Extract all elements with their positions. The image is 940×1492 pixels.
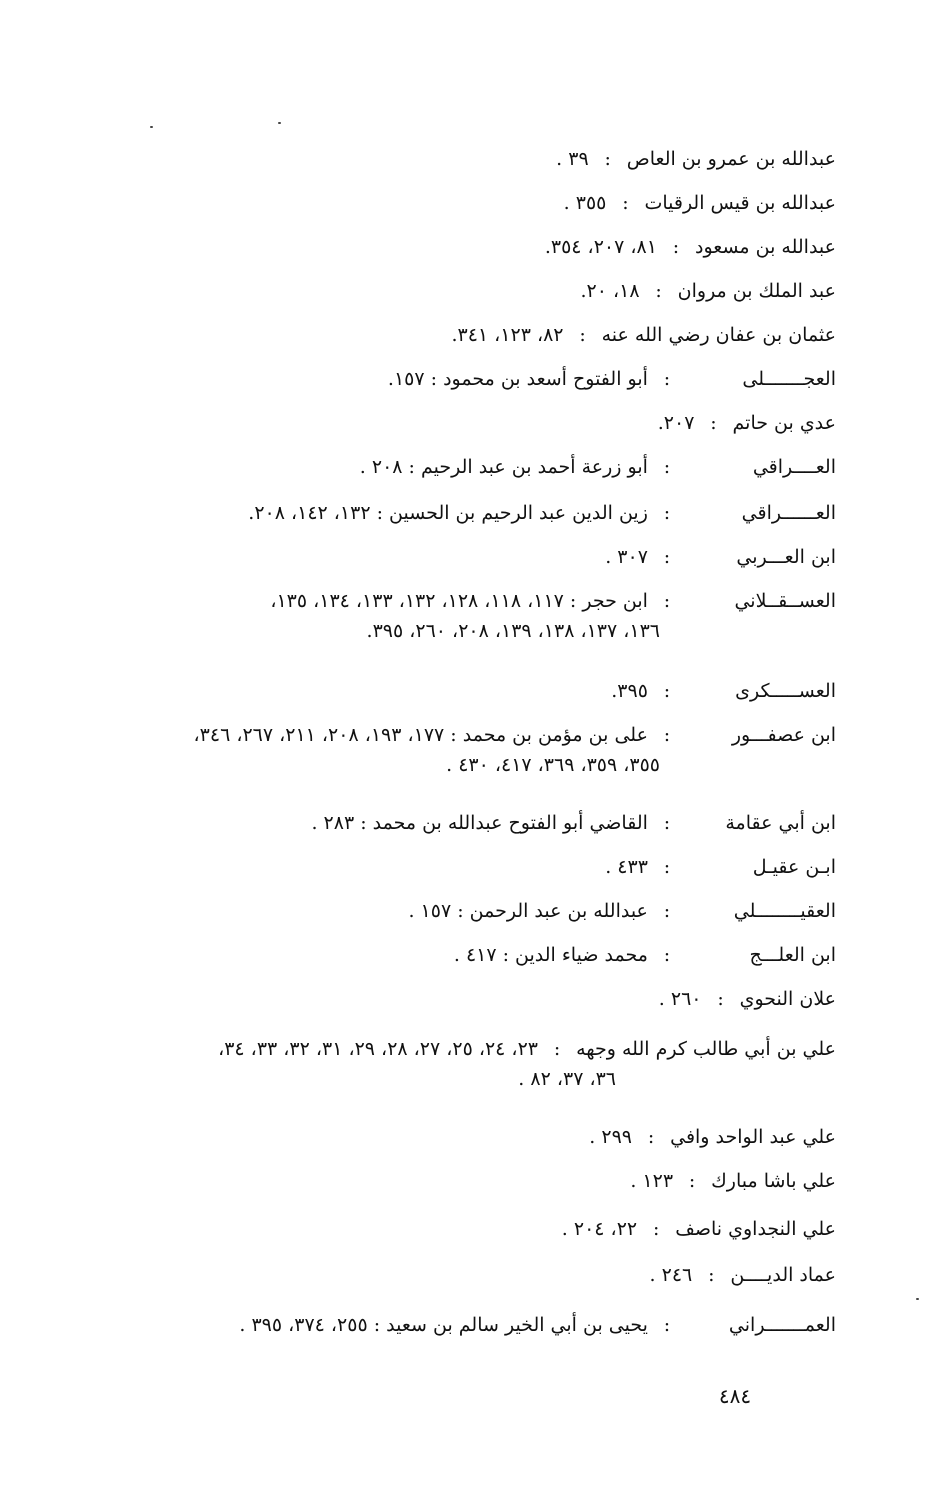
- entry-separator: :: [579, 324, 586, 346]
- index-entry: [66, 412, 836, 434]
- entry-name: العجـــــــلى: [742, 368, 836, 390]
- index-entry: [66, 502, 836, 524]
- index-entry: [66, 988, 836, 1010]
- entry-separator: :: [663, 944, 671, 966]
- entry-pages: ٣٠٧ .: [605, 546, 648, 568]
- index-entry: [66, 148, 836, 170]
- entry-separator: :: [710, 412, 717, 434]
- index-entry: [66, 1126, 836, 1148]
- entry-separator: :: [663, 900, 671, 922]
- entry-pages: عبدالله بن عبد الرحمن : ١٥٧ .: [408, 900, 648, 922]
- index-entry: [66, 724, 836, 776]
- entry-pages: أبو الفتوح أسعد بن محمود : ١٥٧.: [387, 368, 648, 390]
- entry-name: عماد الديــــن: [730, 1264, 836, 1286]
- entry-name: العقيــــــــلي: [733, 900, 836, 922]
- entry-pages: محمد ضياء الدين : ٤١٧ .: [453, 944, 648, 966]
- entry-pages: ١٨، ٢٠.: [580, 280, 640, 302]
- entry-separator: :: [717, 988, 724, 1010]
- entry-separator: :: [663, 724, 671, 746]
- entry-pages: أبو زرعة أحمد بن عبد الرحيم : ٢٠٨ .: [359, 456, 648, 478]
- index-entry: [66, 1170, 836, 1192]
- scan-speck: [150, 126, 153, 128]
- entry-separator: :: [622, 192, 629, 214]
- entry-pages-continued: ١٣٦، ١٣٧، ١٣٨، ١٣٩، ٢٠٨، ٢٦٠، ٣٩٥.: [366, 620, 660, 642]
- entry-pages: ٢٩٩ .: [589, 1126, 633, 1148]
- entry-separator: :: [604, 148, 611, 170]
- entry-name: علي النجداوي ناصف: [675, 1218, 836, 1240]
- index-entry: [66, 680, 836, 702]
- entry-pages: ٢٦٠ .: [658, 988, 702, 1010]
- index-entry: [66, 1264, 836, 1286]
- entry-separator: :: [553, 1038, 561, 1060]
- entry-pages: ٢٣، ٢٤، ٢٥، ٢٧، ٢٨، ٢٩، ٣١، ٣٢، ٣٣، ٣٤،: [218, 1038, 538, 1060]
- entry-separator: :: [663, 456, 671, 478]
- entry-name: علي عبد الواحد وافي: [670, 1126, 836, 1148]
- index-entry: [66, 324, 836, 346]
- index-entry: [66, 944, 836, 966]
- entry-name: ابن العـــربي: [736, 546, 836, 568]
- entry-separator: :: [663, 590, 671, 612]
- entry-name: ابـن عقيـل: [752, 856, 836, 878]
- entry-separator: :: [647, 1126, 655, 1148]
- entry-name: العســـــكرى: [735, 680, 836, 702]
- scan-speck: [916, 1298, 919, 1300]
- entry-name: عبدالله بن عمرو بن العاص: [626, 148, 836, 170]
- entry-separator: :: [663, 546, 671, 568]
- entry-name: ابن أبي عقامة: [725, 812, 836, 834]
- entry-name: علي بن أبي طالب كرم الله وجهه: [576, 1038, 836, 1060]
- entry-name: علي باشا مبارك: [711, 1170, 836, 1192]
- entry-name: ابن العلـــج: [749, 944, 836, 966]
- entry-name: عثمان بن عفان رضي الله عنه: [601, 324, 836, 346]
- entry-pages: ٣٩ .: [556, 148, 589, 170]
- entry-separator: :: [663, 680, 671, 702]
- index-entry: [66, 280, 836, 302]
- entry-separator: :: [688, 1170, 696, 1192]
- index-entry: [66, 1038, 836, 1090]
- entry-pages: ٢٤٦ .: [649, 1264, 693, 1286]
- entry-separator: :: [708, 1264, 715, 1286]
- entry-pages: ٣٥٥ .: [563, 192, 607, 214]
- entry-pages: القاضي أبو الفتوح عبدالله بن محمد : ٢٨٣ .: [311, 812, 648, 834]
- entry-separator: :: [663, 812, 671, 834]
- entry-name: عدي بن حاتم: [732, 412, 836, 434]
- entry-name: العســقــلاني: [734, 590, 836, 612]
- index-entry: [66, 1218, 836, 1240]
- entry-pages-continued: ٣٥٥، ٣٥٩، ٣٦٩، ٤١٧، ٤٣٠ .: [446, 754, 660, 776]
- index-entry: [66, 192, 836, 214]
- scan-speck: [278, 122, 281, 124]
- entry-pages-continued: ٣٦، ٣٧، ٨٢ .: [518, 1068, 616, 1090]
- entry-name: العمـــــــراني: [728, 1314, 836, 1336]
- entry-name: ابن عصفـــور: [731, 724, 836, 746]
- entry-pages: ٢٢، ٢٠٤ .: [561, 1218, 638, 1240]
- entry-pages: يحيى بن أبي الخير سالم بن سعيد : ٢٥٥، ٣٧٤، ٣٩٥ .: [239, 1314, 648, 1336]
- entry-separator: :: [663, 502, 671, 524]
- entry-separator: :: [663, 368, 671, 390]
- entry-pages: ١٢٣ .: [630, 1170, 674, 1192]
- entry-separator: :: [655, 280, 662, 302]
- index-entry: [66, 546, 836, 568]
- entry-pages: ابن حجر : ١١٧، ١١٨، ١٢٨، ١٣٢، ١٣٣، ١٣٤، ١٣٥،: [270, 590, 648, 612]
- entry-name: عبد الملك بن مروان: [677, 280, 836, 302]
- entry-pages: ٤٣٣ .: [605, 856, 648, 878]
- index-entry: [66, 456, 836, 478]
- entry-name: عبدالله بن قيس الرقيات: [644, 192, 836, 214]
- entry-pages: ٣٩٥.: [611, 680, 648, 702]
- index-entry: [66, 812, 836, 834]
- entry-separator: :: [672, 236, 680, 258]
- entry-pages: ٨١، ٢٠٧، ٣٥٤.: [544, 236, 657, 258]
- entry-name: العــــراقي: [752, 456, 836, 478]
- entry-pages: ٨٢، ١٢٣، ٣٤١.: [451, 324, 564, 346]
- entry-name: علان النحوي: [739, 988, 836, 1010]
- entry-separator: :: [663, 1314, 671, 1336]
- index-entry: [66, 1314, 836, 1336]
- page-number: ٤٨٤: [718, 1384, 752, 1408]
- entry-name: العــــــراقي: [741, 502, 836, 524]
- index-entry: [66, 856, 836, 878]
- entry-separator: :: [652, 1218, 660, 1240]
- entry-separator: :: [663, 856, 671, 878]
- index-entry: [66, 368, 836, 390]
- entry-name: عبدالله بن مسعود: [695, 236, 836, 258]
- entry-pages: زين الدين عبد الرحيم بن الحسين : ١٣٢، ١٤٢، ٢٠٨.: [248, 502, 648, 524]
- index-entry: [66, 236, 836, 258]
- index-entry: [66, 590, 836, 642]
- index-entry: [66, 900, 836, 922]
- entry-pages: ٢٠٧.: [657, 412, 695, 434]
- entry-pages: على بن مؤمن بن محمد : ١٧٧، ١٩٣، ٢٠٨، ٢١١، ٢٦٧، ٣٤٦،: [193, 724, 648, 746]
